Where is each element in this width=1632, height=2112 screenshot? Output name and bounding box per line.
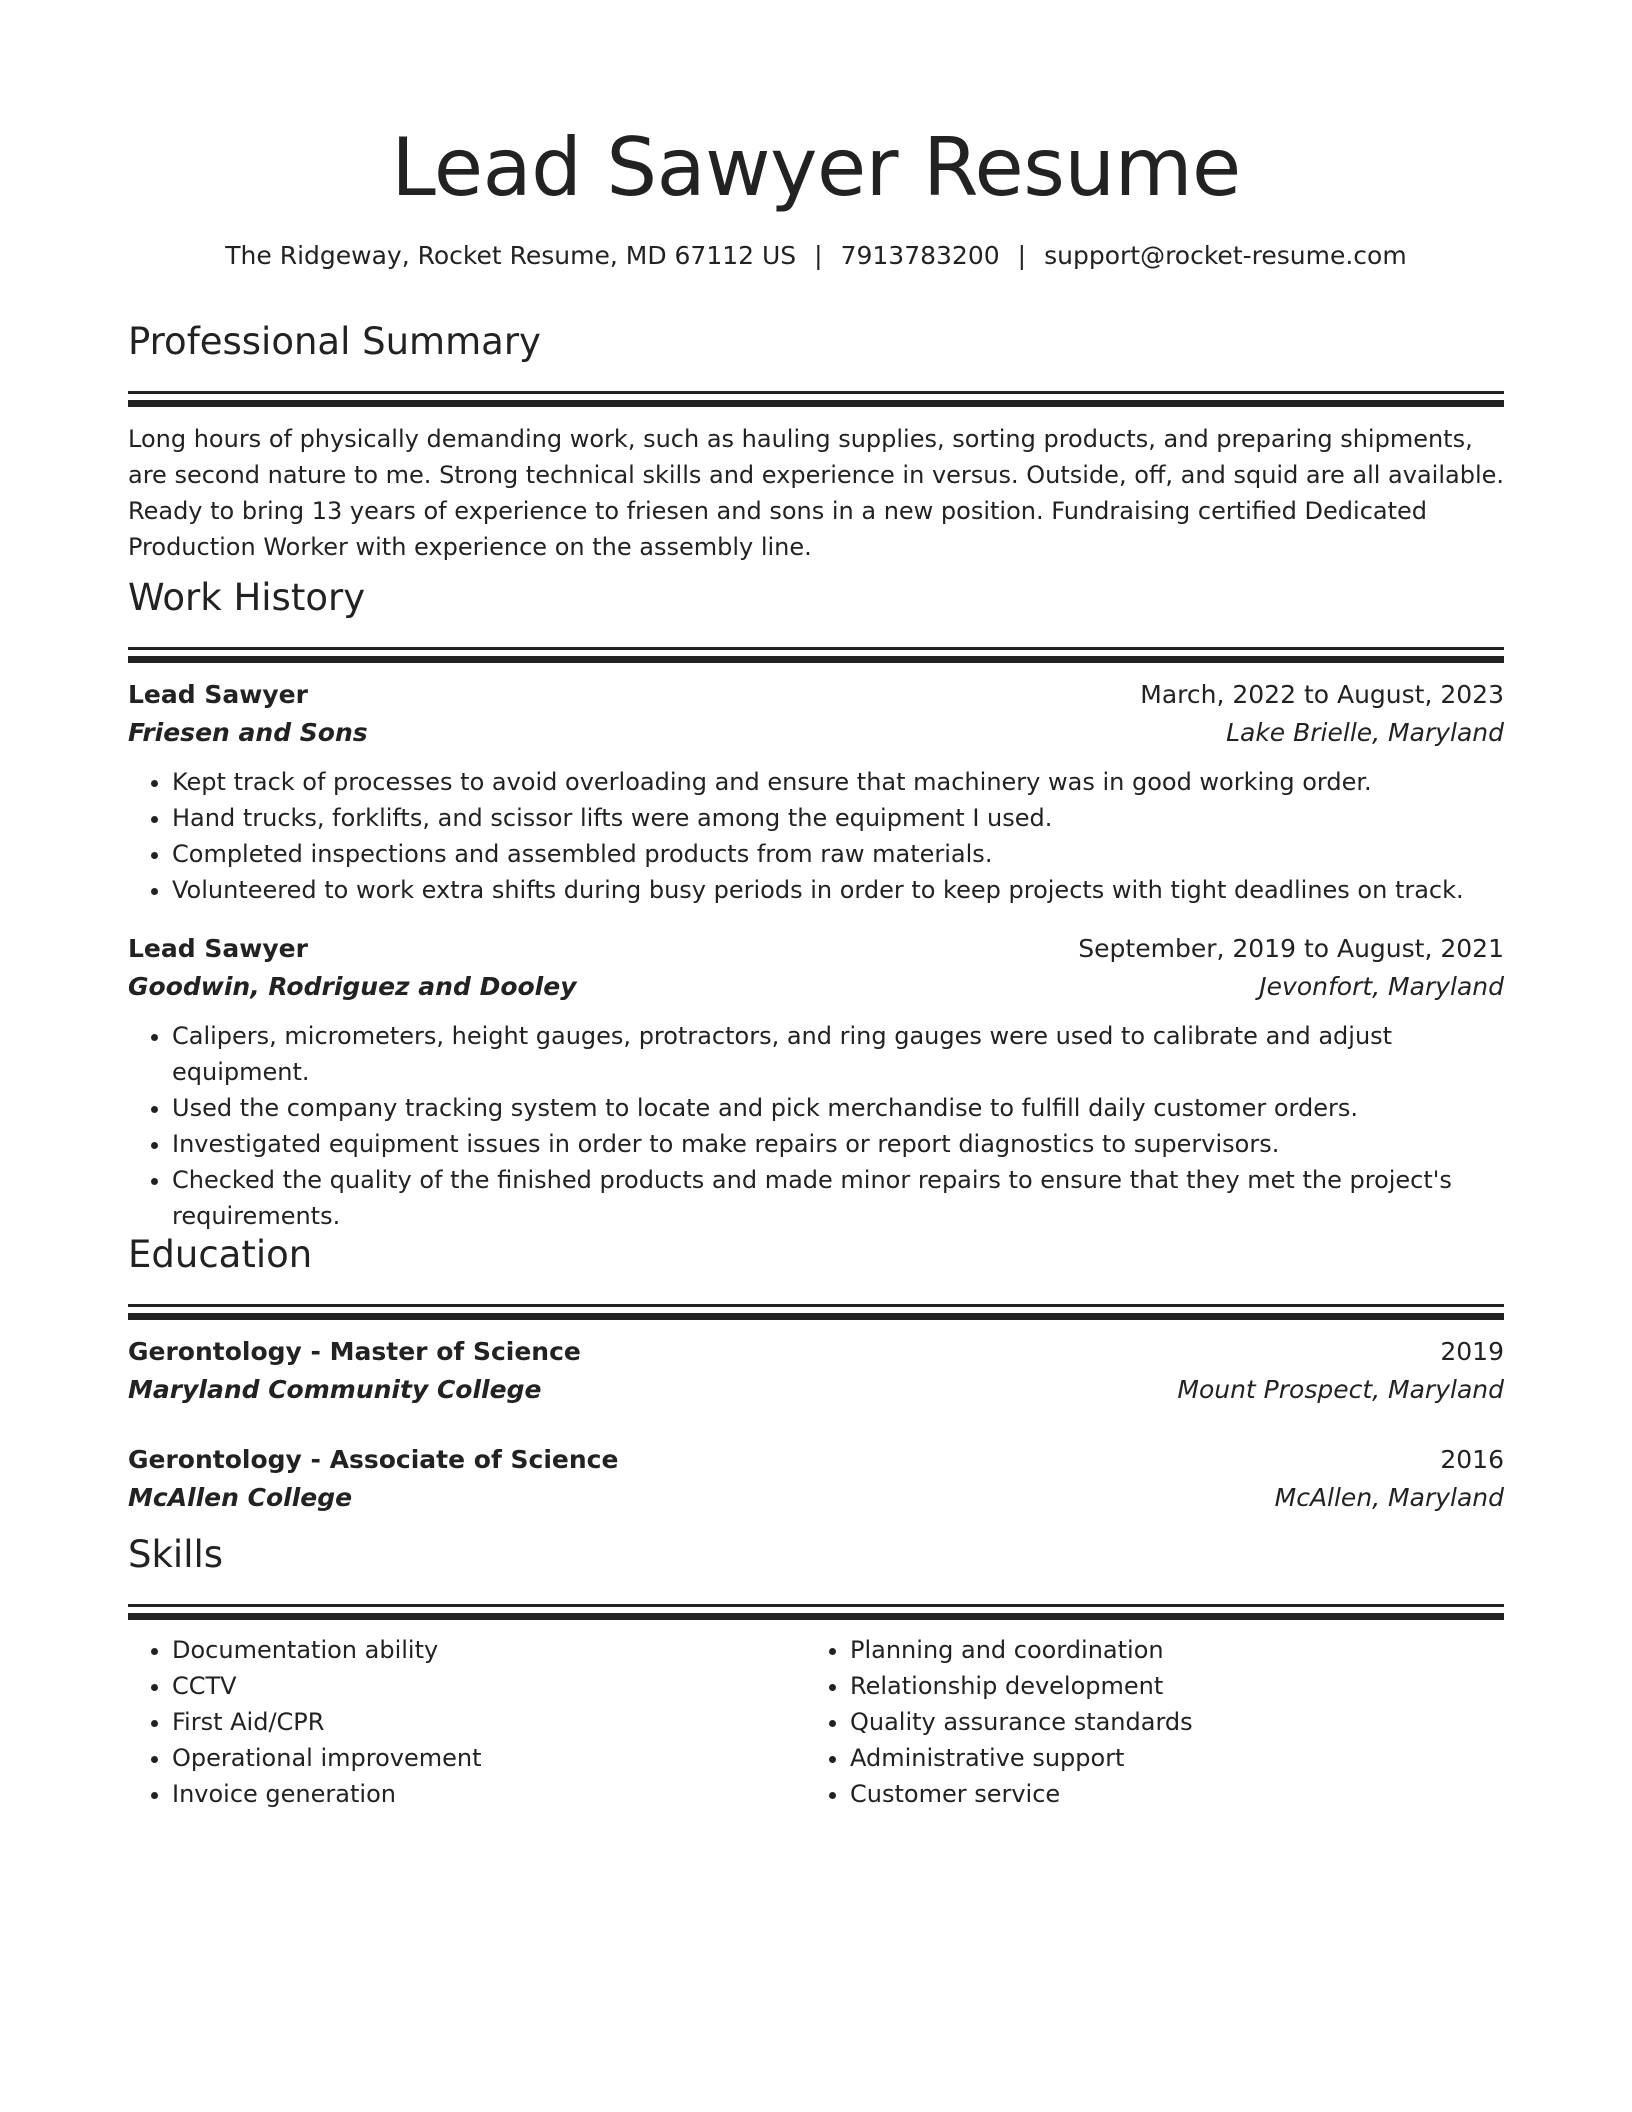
skill-item: • First Aid/CPR: [172, 1704, 806, 1740]
section-divider: [128, 647, 1504, 650]
education-heading: Education: [128, 1233, 313, 1276]
job-dates: March, 2022 to August, 2023: [1140, 680, 1504, 709]
job-location: Jevonfort, Maryland: [1259, 972, 1504, 1001]
skill-item: • Quality assurance standards: [850, 1704, 1484, 1740]
skills-columns: [128, 1632, 1504, 1812]
section-divider-thick: [128, 1313, 1504, 1320]
list-item: • Used the company tracking system to locate and pick merchandise to fulfill daily customer orders.: [172, 1090, 1504, 1126]
education-section: [128, 1230, 1504, 1517]
list-item: • Investigated equipment issues in order to make repairs or report diagnostics to supervisors.: [172, 1126, 1504, 1162]
education-school: Maryland Community College: [128, 1375, 542, 1404]
education-year: 2016: [1440, 1445, 1504, 1474]
contact-separator: |: [1017, 241, 1027, 270]
education-subheader: [128, 1371, 1504, 1409]
job-header: [128, 930, 1504, 968]
education-entry: [128, 1333, 1504, 1409]
education-location: McAllen, Maryland: [1274, 1483, 1504, 1512]
skill-item: • CCTV: [172, 1668, 806, 1704]
job-title: Lead Sawyer: [128, 934, 308, 963]
education-subheader: [128, 1479, 1504, 1517]
section-divider: [128, 1304, 1504, 1307]
job-duties-list: [128, 764, 1504, 908]
contact-line: [128, 238, 1504, 274]
skill-item: • Invoice generation: [172, 1776, 806, 1812]
summary-heading: Professional Summary: [128, 320, 541, 363]
section-divider-thick: [128, 656, 1504, 663]
job-entry: [128, 676, 1504, 908]
contact-address: The Ridgeway, Rocket Resume, MD 67112 US: [225, 241, 797, 270]
skill-item: • Planning and coordination: [850, 1632, 1484, 1668]
education-school: McAllen College: [128, 1483, 353, 1512]
education-degree: Gerontology - Master of Science: [128, 1337, 581, 1366]
job-header: [128, 676, 1504, 714]
education-entry: [128, 1441, 1504, 1517]
list-item: • Calipers, micrometers, height gauges, protractors, and ring gauges were used to calibrate and adjust equipment.: [172, 1018, 1504, 1090]
skill-item: • Administrative support: [850, 1740, 1484, 1776]
job-subheader: [128, 968, 1504, 1006]
list-item: • Volunteered to work extra shifts during busy periods in order to keep projects with tight deadlines on track.: [172, 872, 1504, 908]
resume-title: Lead Sawyer Resume: [391, 121, 1241, 214]
skill-item: • Documentation ability: [172, 1632, 806, 1668]
list-item: • Hand trucks, forklifts, and scissor lifts were among the equipment I used.: [172, 800, 1504, 836]
section-divider: [128, 391, 1504, 394]
list-item: • Checked the quality of the finished products and made minor repairs to ensure that they met the project's requirements.: [172, 1162, 1504, 1234]
skill-item: • Operational improvement: [172, 1740, 806, 1776]
summary-text: Long hours of physically demanding work, such as hauling supplies, sorting products, and preparing shipments, are second nature to me. Strong technical skills and experience in versus. Outside, off, and squid are all available. Ready to bring 13 years of experience to friesen and sons in a new position. Fundraising certified Dedicated Production Worker with experience on the assembly line.: [128, 425, 1505, 561]
contact-email: support@rocket-resume.com: [1044, 241, 1407, 270]
work-history-section: [128, 573, 1504, 1234]
section-divider-thick: [128, 400, 1504, 407]
job-company: Goodwin, Rodriguez and Dooley: [128, 972, 577, 1001]
skill-item: • Customer service: [850, 1776, 1484, 1812]
summary-section: [128, 317, 1504, 565]
list-item: • Kept track of processes to avoid overloading and ensure that machinery was in good working order.: [172, 764, 1504, 800]
skills-section: [128, 1530, 1504, 1812]
education-header: [128, 1333, 1504, 1371]
job-company: Friesen and Sons: [128, 718, 368, 747]
job-location: Lake Brielle, Maryland: [1226, 718, 1504, 747]
contact-phone: 7913783200: [840, 241, 1000, 270]
list-item: • Completed inspections and assembled products from raw materials.: [172, 836, 1504, 872]
education-degree: Gerontology - Associate of Science: [128, 1445, 619, 1474]
section-divider-thick: [128, 1613, 1504, 1620]
skills-heading: Skills: [128, 1533, 224, 1576]
education-location: Mount Prospect, Maryland: [1177, 1375, 1504, 1404]
job-dates: September, 2019 to August, 2021: [1078, 934, 1504, 963]
job-subheader: [128, 714, 1504, 752]
education-header: [128, 1441, 1504, 1479]
section-divider: [128, 1604, 1504, 1607]
contact-separator: |: [814, 241, 823, 270]
education-year: 2019: [1440, 1337, 1504, 1366]
job-duties-list: [128, 1018, 1504, 1234]
skill-item: • Relationship development: [850, 1668, 1484, 1704]
job-title: Lead Sawyer: [128, 680, 308, 709]
work-history-heading: Work History: [128, 576, 366, 619]
skills-list-left: [128, 1632, 806, 1812]
job-entry: [128, 930, 1504, 1234]
skills-list-right: [806, 1632, 1484, 1812]
